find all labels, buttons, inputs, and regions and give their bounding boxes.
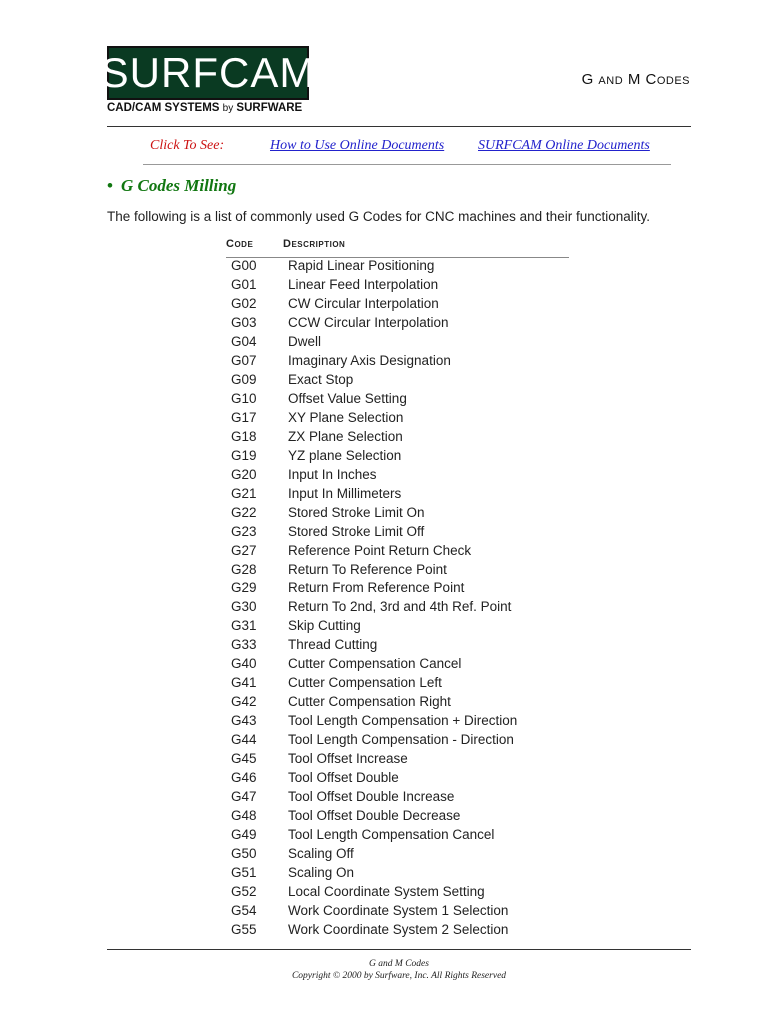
logo-tagline xyxy=(107,102,309,114)
surfcam-docs-link[interactable]: SURFCAM Online Documents xyxy=(478,138,650,153)
gcode-description: Stored Stroke Limit On xyxy=(288,504,425,520)
gcode-code: G42 xyxy=(231,694,257,710)
gcode-description: Skip Cutting xyxy=(288,618,361,634)
footer-copyright: Copyright © 2000 by Surfware, Inc. All Rights Reserved xyxy=(291,971,507,981)
gcode-description: Input In Inches xyxy=(288,466,377,482)
gcode-description: CCW Circular Interpolation xyxy=(288,314,449,330)
gcode-code: G48 xyxy=(231,808,257,824)
gcode-code: G27 xyxy=(231,542,257,558)
gcode-code: G02 xyxy=(231,295,257,311)
gcode-code: G00 xyxy=(231,258,257,273)
gcode-code: G30 xyxy=(231,599,257,615)
gcode-description: Tool Offset Double Increase xyxy=(288,789,455,805)
footer-title: G and M Codes xyxy=(369,959,429,969)
col-header-description: Description xyxy=(283,238,346,250)
gcode-description: CW Circular Interpolation xyxy=(288,295,439,311)
surfcam-logo xyxy=(100,46,316,116)
gcode-code: G41 xyxy=(231,675,257,691)
gcode-code: G47 xyxy=(231,789,257,805)
gcode-code: G52 xyxy=(231,883,257,899)
how-to-use-docs-link[interactable]: How to Use Online Documents xyxy=(270,138,445,153)
gcode-description: Work Coordinate System 2 Selection xyxy=(288,921,509,937)
header-divider xyxy=(107,126,691,127)
gcode-code: G09 xyxy=(231,371,257,387)
section-heading-text: G Codes Milling xyxy=(120,176,237,195)
gcode-description: Return To Reference Point xyxy=(288,561,447,577)
gcode-code: G28 xyxy=(231,561,257,577)
logo-tagline-by: by xyxy=(222,103,234,114)
gcode-description: Thread Cutting xyxy=(288,637,378,653)
gcode-description: Tool Offset Double Decrease xyxy=(288,808,461,824)
logo-wordmark: SURFCAM xyxy=(107,46,309,100)
gcode-description: Tool Length Compensation Cancel xyxy=(288,827,495,843)
gcode-code: G49 xyxy=(231,827,257,843)
section-heading xyxy=(107,176,236,196)
gcode-code: G33 xyxy=(231,637,257,653)
gcode-description: XY Plane Selection xyxy=(288,409,404,425)
gcode-description: Scaling Off xyxy=(288,846,354,862)
bullet-icon: • xyxy=(107,176,113,195)
gcode-code: G55 xyxy=(231,921,257,937)
gcode-code: G31 xyxy=(231,618,257,634)
intro-paragraph: The following is a list of commonly used G Codes for CNC machines and their functionality. xyxy=(107,209,650,224)
gcode-description: ZX Plane Selection xyxy=(288,428,403,444)
gcode-code: G45 xyxy=(231,751,257,767)
gcode-description: Dwell xyxy=(288,333,322,349)
gcode-description: Tool Length Compensation - Direction xyxy=(288,732,514,748)
gcode-code: G10 xyxy=(231,390,257,406)
gcode-code: G54 xyxy=(231,902,257,918)
gcode-code: G20 xyxy=(231,466,257,482)
gcode-description: Linear Feed Interpolation xyxy=(288,276,439,292)
page-title: G and M Codes xyxy=(581,71,690,88)
gcode-description: Return To 2nd, 3rd and 4th Ref. Point xyxy=(288,599,512,615)
gcode-description: Stored Stroke Limit Off xyxy=(288,523,425,539)
gcode-code: G23 xyxy=(231,523,257,539)
gcode-description: Tool Offset Increase xyxy=(288,751,408,767)
gcode-description: Local Coordinate System Setting xyxy=(288,883,485,899)
gcode-code: G18 xyxy=(231,428,257,444)
gcode-code: G46 xyxy=(231,770,257,786)
logo-tagline-brand: SURFWARE xyxy=(236,102,303,114)
gcode-description: Imaginary Axis Designation xyxy=(288,352,451,368)
gcode-description: Offset Value Setting xyxy=(288,390,407,406)
gcode-code: G40 xyxy=(231,656,257,672)
gcode-description: YZ plane Selection xyxy=(288,447,402,463)
gcode-code: G19 xyxy=(231,447,257,463)
gcode-description: Cutter Compensation Right xyxy=(288,694,451,710)
gcode-description: Reference Point Return Check xyxy=(288,542,472,558)
footer-divider xyxy=(107,949,691,950)
gcode-code: G50 xyxy=(231,846,257,862)
gcode-code: G07 xyxy=(231,352,257,368)
gcode-code: G44 xyxy=(231,732,257,748)
gcode-description: Exact Stop xyxy=(288,371,354,387)
gcode-description: Input In Millimeters xyxy=(288,485,402,501)
gcode-code: G51 xyxy=(231,865,257,880)
gcode-code: G03 xyxy=(231,314,257,330)
gcode-description: Rapid Linear Positioning xyxy=(288,258,435,273)
gcode-description: Cutter Compensation Left xyxy=(288,675,442,691)
gcode-code: G22 xyxy=(231,504,257,520)
gcode-description: Cutter Compensation Cancel xyxy=(288,656,462,672)
gcode-code: G43 xyxy=(231,713,257,729)
logo-tagline-main: CAD/CAM SYSTEMS xyxy=(107,102,220,114)
gcode-code: G29 xyxy=(231,580,257,596)
gcode-description: Tool Length Compensation + Direction xyxy=(288,713,518,729)
gcode-code: G21 xyxy=(231,485,257,501)
col-header-code: Code xyxy=(226,238,254,250)
page-footer xyxy=(0,958,768,982)
gcode-description: Tool Offset Double xyxy=(288,770,399,786)
nav-divider xyxy=(143,164,671,165)
gcode-description: Return From Reference Point xyxy=(288,580,465,596)
gcode-code: G04 xyxy=(231,333,257,349)
click-to-see-label: Click To See: xyxy=(150,138,225,153)
gcode-description: Work Coordinate System 1 Selection xyxy=(288,902,509,918)
gcode-code: G01 xyxy=(231,276,257,292)
gcode-description: Scaling On xyxy=(288,865,355,880)
gcode-code: G17 xyxy=(231,409,257,425)
